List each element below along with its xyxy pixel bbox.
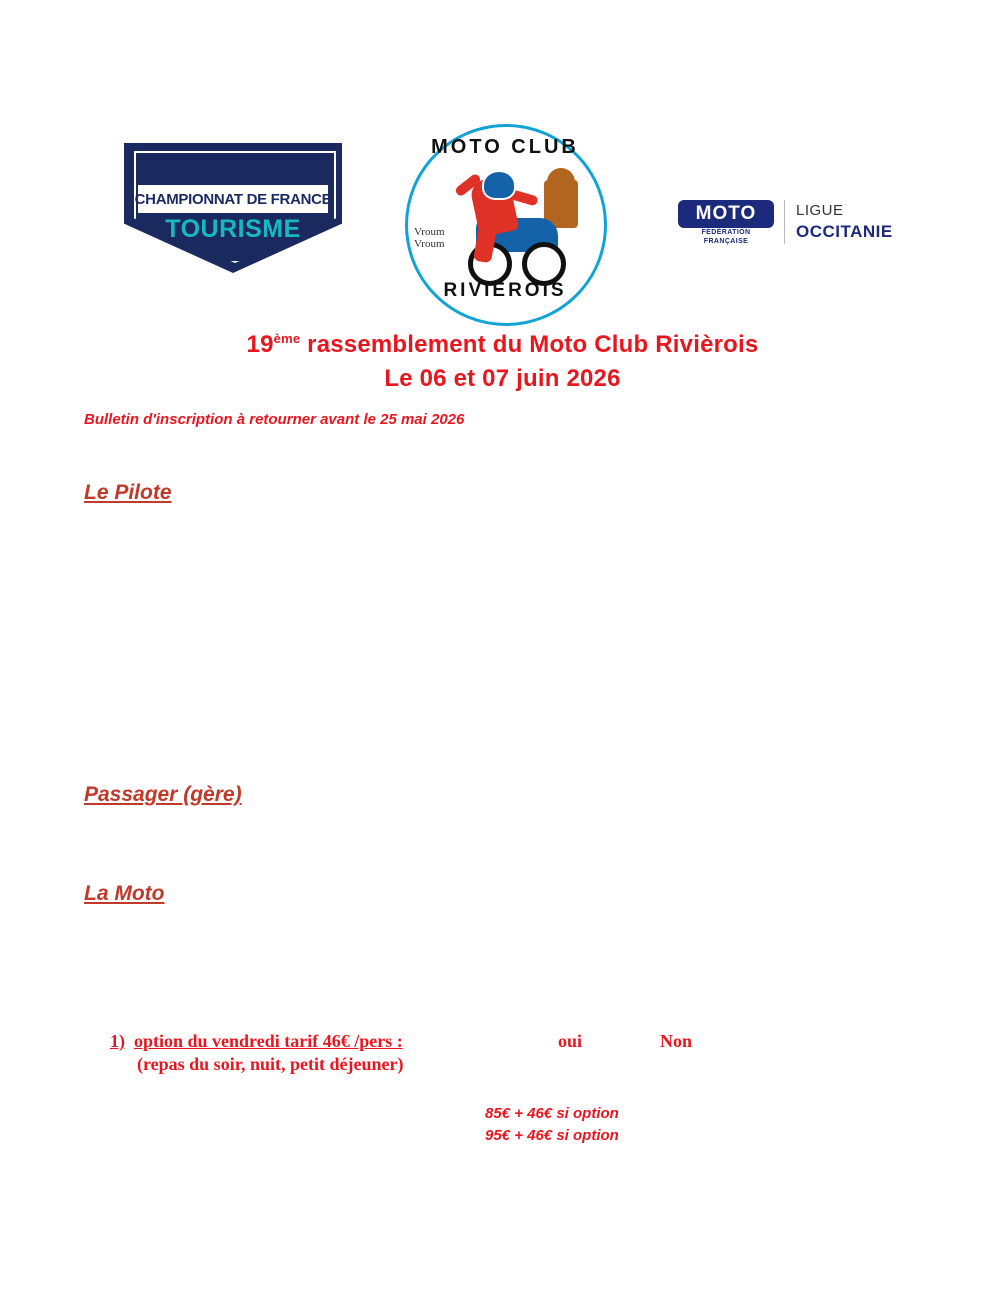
championnat-label: CHAMPIONNAT DE FRANCE [134,190,332,208]
price-line-1: 85€ + 46€ si option [485,1105,619,1122]
tourisme-label: TOURISME [165,215,301,243]
championnat-banner [134,185,332,213]
ffm-mark-icon [678,200,774,246]
option-label: option du vendredi tarif 46€ /pers : [134,1031,403,1051]
logo-row [0,58,1005,301]
option-vendredi-block [110,1031,870,1075]
ligue-label: LIGUE [796,202,844,219]
ffm-federation-label: FÉDÉRATION FRANÇAISE [701,229,751,245]
section-heading-moto: La Moto [84,882,165,905]
title-dates: Le 06 et 07 juin 2026 [384,365,621,393]
option-no-choice[interactable]: Non [660,1031,693,1051]
title-rest: rassemblement du Moto Club Rivièrois [300,331,759,358]
option-number: 1) [110,1031,125,1051]
moto-club-top-label: MOTO CLUB [431,136,579,158]
logo-championnat-de-france-tourisme [124,143,342,273]
divider [784,200,785,244]
price-block [485,1103,619,1147]
price-line-2: 95€ + 46€ si option [485,1126,619,1144]
title-ordinal-suffix: ème [273,331,301,346]
section-heading-passager: Passager (gère) [84,783,242,806]
moto-club-bottom-label: RIVIEROIS [443,280,567,301]
vroum-text: Vroum Vroum [414,226,445,251]
option-yes-choice[interactable]: oui [558,1031,583,1051]
logo-ffm-ligue-occitanie [656,118,893,331]
option-detail: (repas du soir, nuit, petit déjeuner) [137,1054,404,1074]
occitanie-label: OCCITANIE [796,222,893,241]
subtitle-deadline: Bulletin d'inscription à retourner avant le 25 mai 2026 [84,411,465,428]
option-line [110,1031,870,1052]
section-heading-pilote: Le Pilote [84,481,172,504]
logo-moto-club-rivierois [392,118,618,331]
title-number: 19 [246,331,274,358]
page-title [0,328,1005,396]
motorcycle-rider-icon [452,170,562,280]
ffm-moto-label: MOTO [678,200,774,228]
